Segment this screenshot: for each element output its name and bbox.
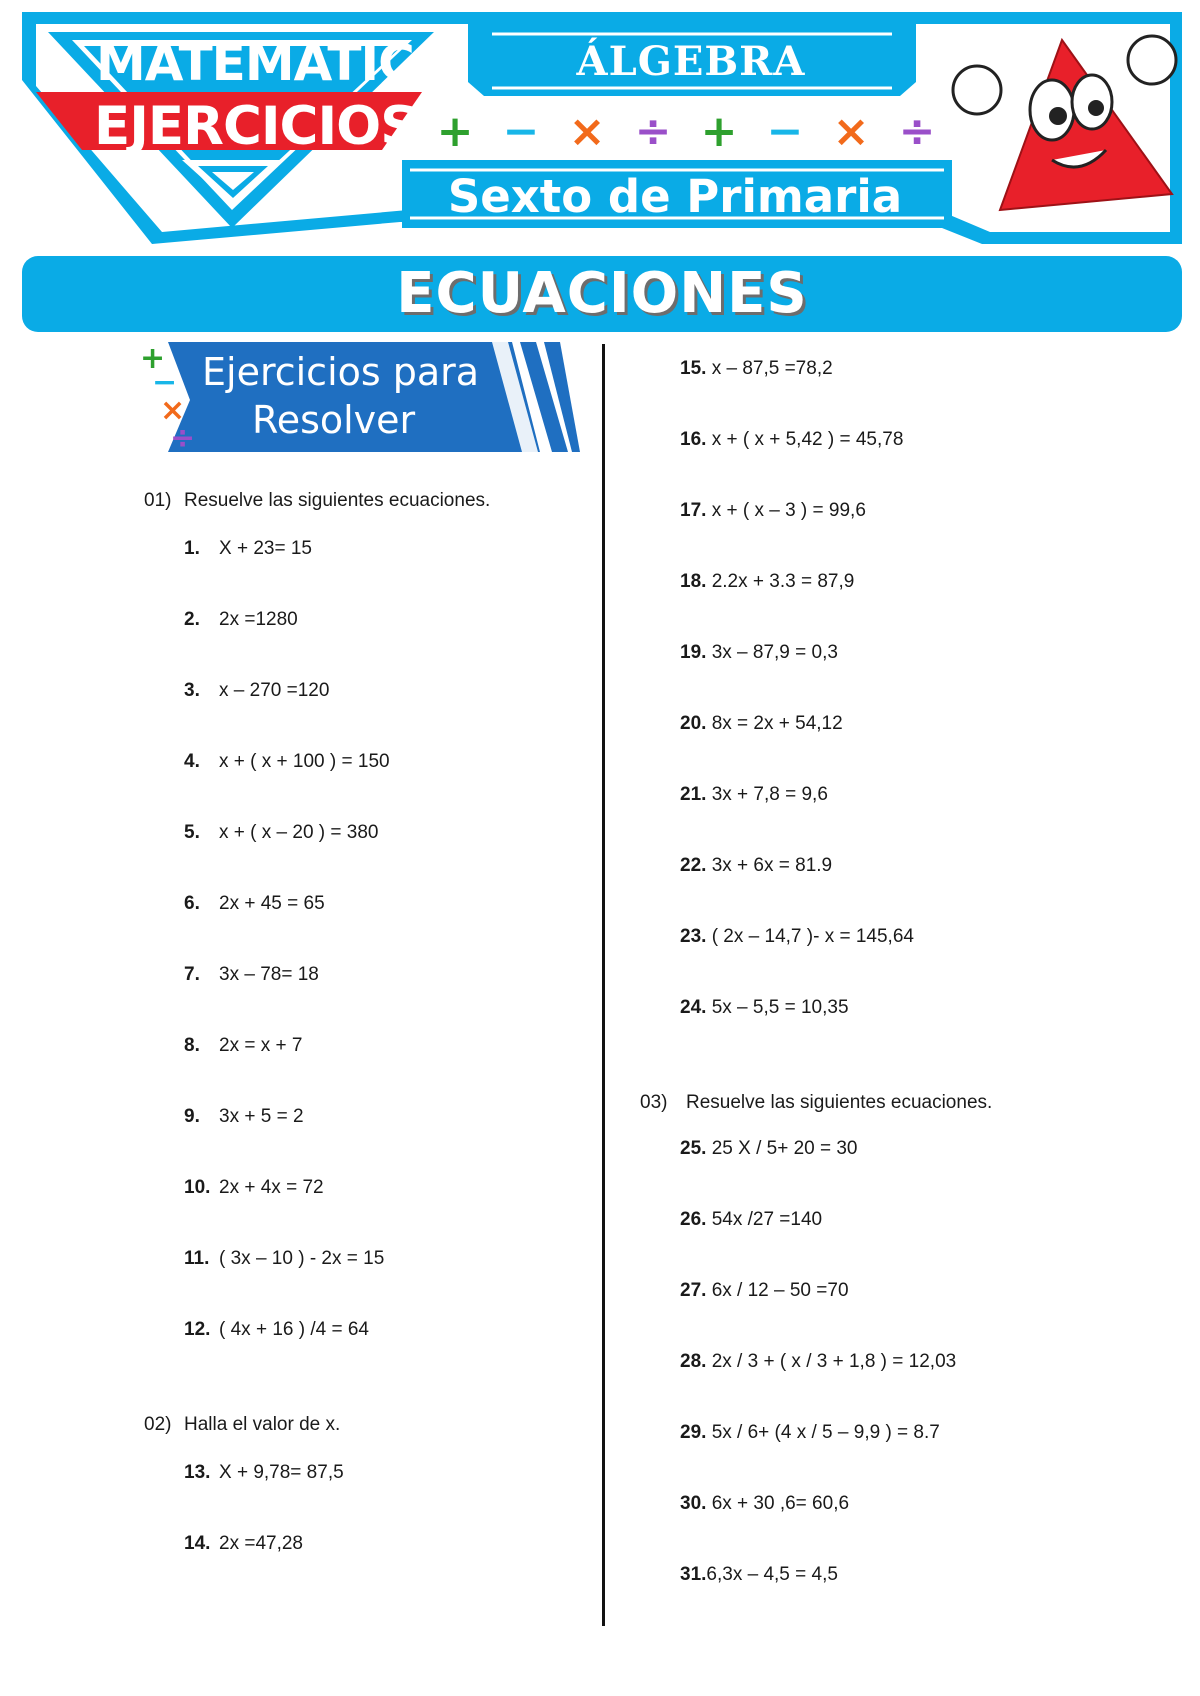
equation: 2x =1280: [219, 609, 298, 630]
equation: 2x + 4x = 72: [219, 1177, 324, 1198]
minus-icon: −: [766, 106, 804, 157]
equation: 3x + 5 = 2: [219, 1106, 304, 1127]
list-item: [184, 751, 390, 773]
section-instruction: [144, 490, 490, 512]
grade-label: Sexto de Primaria: [447, 170, 903, 223]
list-item: [680, 571, 854, 593]
equation: 2x =47,28: [219, 1533, 303, 1554]
list-item: [184, 1106, 304, 1128]
page-title: ECUACIONES: [396, 261, 808, 326]
equation: ( 4x + 16 ) /4 = 64: [219, 1319, 369, 1340]
problem-number: 22.: [680, 855, 707, 876]
list-item: [680, 997, 849, 1019]
section-instruction: [640, 1092, 992, 1114]
brand-logo-line1: MATEMATICA: [96, 34, 452, 92]
minus-icon: −: [152, 365, 178, 400]
subject-label: ÁLGEBRA: [576, 38, 806, 85]
list-item: [680, 429, 903, 451]
problem-number: 18.: [680, 571, 707, 592]
problem-number: 1.: [184, 538, 200, 559]
list-item: [680, 855, 832, 877]
problem-number: 27.: [680, 1280, 707, 1301]
problem-number: 16.: [680, 429, 707, 450]
equation: x + ( x + 100 ) = 150: [219, 751, 390, 772]
equation: 25 X / 5+ 20 = 30: [711, 1138, 858, 1159]
list-item: [680, 1493, 849, 1515]
plus-icon: +: [700, 106, 738, 157]
problem-number: 2.: [184, 609, 200, 630]
equation: 3x + 6x = 81.9: [711, 855, 833, 876]
equation: 5x – 5,5 = 10,35: [711, 997, 849, 1018]
times-icon: ×: [568, 106, 606, 157]
problem-number: 28.: [680, 1351, 707, 1372]
equation: 6x + 30 ,6= 60,6: [711, 1493, 850, 1514]
divide-icon: ÷: [634, 106, 672, 157]
problem-number: 6.: [184, 893, 200, 914]
section-instruction: [144, 1414, 340, 1436]
badge-title-line1: Ejercicios para: [202, 350, 480, 394]
problem-number: 25.: [680, 1138, 707, 1159]
equation: 2.2x + 3.3 = 87,9: [711, 571, 855, 592]
problem-number: 3.: [184, 680, 200, 701]
list-item: [680, 713, 843, 735]
problem-number: 19.: [680, 642, 707, 663]
exercises-badge: [140, 340, 580, 460]
list-item: [680, 500, 866, 522]
header-banner: [22, 10, 1182, 246]
equation: x + ( x + 5,42 ) = 45,78: [711, 429, 904, 450]
minus-icon: −: [502, 106, 540, 157]
problem-number: 26.: [680, 1209, 707, 1230]
equation: x + ( x – 3 ) = 99,6: [711, 500, 866, 521]
times-icon: ×: [832, 106, 870, 157]
section-number: 03): [640, 1092, 668, 1113]
problem-number: 11.: [184, 1248, 210, 1269]
list-item: [680, 358, 833, 380]
list-item: [184, 1248, 384, 1270]
list-item: [184, 964, 319, 986]
list-item: [680, 1209, 822, 1231]
list-item: [680, 1564, 838, 1586]
page-title-bar: [22, 256, 1182, 332]
problem-number: 31.: [680, 1564, 707, 1585]
list-item: [680, 1422, 940, 1444]
equation: 8x = 2x + 54,12: [711, 713, 843, 734]
list-item: [184, 893, 325, 915]
problem-number: 29.: [680, 1422, 707, 1443]
equation: ( 2x – 14,7 )- x = 145,64: [711, 926, 914, 947]
list-item: [184, 538, 312, 560]
equation: X + 9,78= 87,5: [219, 1462, 344, 1483]
problem-number: 12.: [184, 1319, 211, 1340]
instruction-text: Resuelve las siguientes ecuaciones.: [184, 490, 491, 511]
list-item: [184, 1035, 302, 1057]
problem-number: 9.: [184, 1106, 200, 1127]
section-number: 01): [144, 490, 172, 511]
section-number: 02): [144, 1414, 172, 1435]
list-item: [680, 784, 828, 806]
list-item: [680, 1138, 858, 1160]
equation: x – 87,5 =78,2: [711, 358, 833, 379]
problem-number: 13.: [184, 1462, 211, 1483]
problem-number: 15.: [680, 358, 707, 379]
equation: 3x – 78= 18: [219, 964, 319, 985]
problem-number: 20.: [680, 713, 707, 734]
badge-title-line2: Resolver: [252, 398, 416, 442]
operator-row: [430, 106, 942, 158]
problem-number: 4.: [184, 751, 200, 772]
list-item: [680, 926, 914, 948]
problem-number: 21.: [680, 784, 707, 805]
equation: X + 23= 15: [219, 538, 312, 559]
equation: 3x – 87,9 = 0,3: [711, 642, 838, 663]
equation: 54x /27 =140: [711, 1209, 823, 1230]
brand-logo-line2: EJERCICIOS: [94, 96, 418, 157]
problem-number: 23.: [680, 926, 707, 947]
equation: 2x = x + 7: [219, 1035, 303, 1056]
column-divider: [602, 344, 605, 1626]
list-item: [184, 822, 378, 844]
equation: 5x / 6+ (4 x / 5 – 9,9 ) = 8.7: [711, 1422, 940, 1443]
list-item: [184, 609, 298, 631]
list-item: [184, 1177, 324, 1199]
equation: ( 3x – 10 ) - 2x = 15: [219, 1248, 385, 1269]
problem-number: 24.: [680, 997, 707, 1018]
divide-icon: ÷: [898, 106, 936, 157]
divide-icon: ÷: [170, 421, 196, 456]
equation: 6,3x – 4,5 = 4,5: [706, 1564, 838, 1585]
instruction-text: Halla el valor de x.: [184, 1414, 341, 1435]
times-icon: ×: [160, 393, 186, 428]
problem-number: 5.: [184, 822, 200, 843]
list-item: [680, 642, 838, 664]
problem-number: 14.: [184, 1533, 211, 1554]
plus-icon: +: [436, 106, 474, 157]
equation: x – 270 =120: [219, 680, 330, 701]
equation: x + ( x – 20 ) = 380: [219, 822, 379, 843]
equation: 2x / 3 + ( x / 3 + 1,8 ) = 12,03: [711, 1351, 957, 1372]
list-item: [184, 680, 329, 702]
equation: 2x + 45 = 65: [219, 893, 325, 914]
list-item: [680, 1280, 849, 1302]
list-item: [184, 1319, 369, 1341]
problem-number: 30.: [680, 1493, 707, 1514]
plus-icon: +: [140, 341, 166, 376]
list-item: [680, 1351, 956, 1373]
equation: 3x + 7,8 = 9,6: [711, 784, 828, 805]
problem-number: 10.: [184, 1177, 211, 1198]
problem-number: 17.: [680, 500, 707, 521]
problem-number: 7.: [184, 964, 200, 985]
equation: 6x / 12 – 50 =70: [711, 1280, 849, 1301]
list-item: [184, 1533, 303, 1555]
list-item: [184, 1462, 344, 1484]
instruction-text: Resuelve las siguientes ecuaciones.: [686, 1092, 993, 1113]
problem-number: 8.: [184, 1035, 200, 1056]
